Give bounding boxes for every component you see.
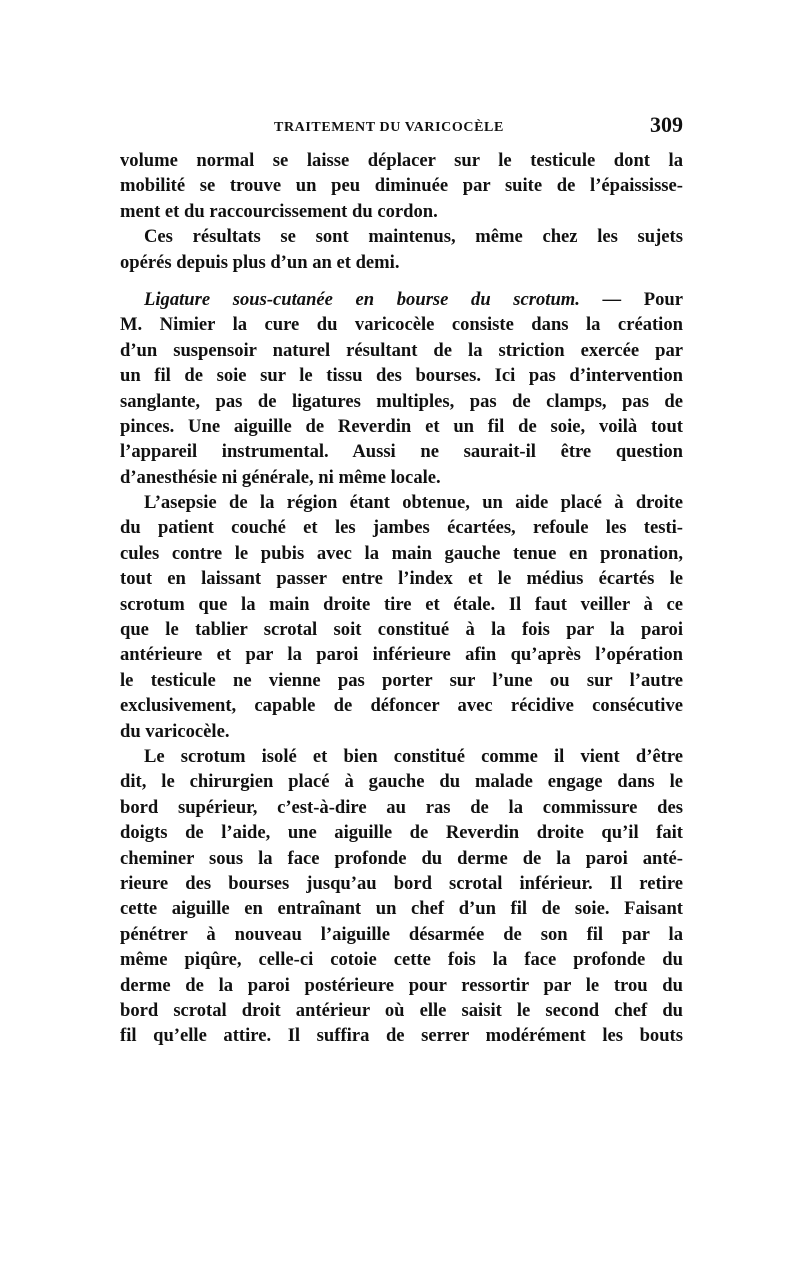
text-line: pénétrer à nouveau l’aiguille désarmée de son fil par la bbox=[120, 923, 683, 945]
text-line: d’un suspensoir naturel résultant de la striction exercée par bbox=[120, 339, 683, 361]
text-line: rieure des bourses jusqu’au bord scrotal inférieur. Il retire bbox=[120, 872, 683, 894]
text-line: fil qu’elle attire. Il suffira de serrer modérément les bouts bbox=[120, 1025, 683, 1047]
section-heading-tail: — Pour bbox=[579, 288, 684, 310]
text-line: L’asepsie de la région étant obtenue, un aide placé à droite bbox=[144, 492, 683, 514]
text-line: scrotum que la main droite tire et étale. Il faut veiller à ce bbox=[120, 593, 683, 615]
text-line: un fil de soie sur le tissu des bourses. Ici pas d’intervention bbox=[120, 365, 683, 387]
text-line: derme de la paroi postérieure pour ressortir par le trou du bbox=[120, 974, 683, 996]
running-header bbox=[120, 112, 683, 144]
page-number: 309 bbox=[650, 112, 683, 137]
text-line: tout en laissant passer entre l’index et le médius écartés le bbox=[120, 568, 683, 590]
text-line: du varicocèle. bbox=[120, 720, 230, 742]
text-line: d’anesthésie ni générale, ni même locale. bbox=[120, 466, 441, 488]
text-line: pinces. Une aiguille de Reverdin et un fil de soie, voilà tout bbox=[120, 415, 683, 437]
text-line: sanglante, pas de ligatures multiples, pas de clamps, pas de bbox=[120, 390, 683, 412]
text-line: opérés depuis plus d’un an et demi. bbox=[120, 251, 400, 273]
text-line: bord supérieur, c’est-à-dire au ras de la commissure des bbox=[120, 796, 683, 818]
text-line: antérieure et par la paroi inférieure afin qu’après l’opération bbox=[120, 644, 683, 666]
body-text bbox=[120, 148, 683, 1049]
section-heading-line bbox=[120, 287, 683, 312]
text-line: que le tablier scrotal soit constitué à la fois par la paroi bbox=[120, 619, 683, 641]
text-line: mobilité se trouve un peu diminuée par suite de l’épaississe- bbox=[120, 175, 683, 197]
paragraph-3 bbox=[120, 287, 683, 490]
paragraph-2 bbox=[120, 224, 683, 275]
text-line: ment et du raccourcissement du cordon. bbox=[120, 200, 438, 222]
text-line: le testicule ne vienne pas porter sur l’une ou sur l’autre bbox=[120, 669, 683, 691]
text-line: M. Nimier la cure du varicocèle consiste dans la création bbox=[120, 314, 683, 336]
text-line: l’appareil instrumental. Aussi ne saurait-il être question bbox=[120, 441, 683, 463]
text-line: du patient couché et les jambes écartées, refoule les testi- bbox=[120, 517, 683, 539]
text-line: Le scrotum isolé et bien constitué comme il vient d’être bbox=[144, 745, 683, 767]
text-line: cette aiguille en entraînant un chef d’un fil de soie. Faisant bbox=[120, 898, 683, 920]
text-line: cheminer sous la face profonde du derme de la paroi anté- bbox=[120, 847, 683, 869]
text-line: volume normal se laisse déplacer sur le testicule dont la bbox=[120, 150, 683, 171]
section-gap bbox=[120, 275, 683, 287]
running-title: TRAITEMENT DU VARICOCÈLE bbox=[274, 120, 504, 135]
text-line: exclusivement, capable de défoncer avec récidive consécutive bbox=[120, 695, 683, 717]
text-line: bord scrotal droit antérieur où elle saisit le second chef du bbox=[120, 999, 683, 1021]
paragraph-5 bbox=[120, 744, 683, 1049]
text-line: dit, le chirurgien placé à gauche du malade engage dans le bbox=[120, 771, 683, 793]
section-heading: Ligature sous-cutanée en bourse du scrotum. bbox=[144, 288, 580, 310]
paragraph-4 bbox=[120, 490, 683, 744]
text-line: doigts de l’aide, une aiguille de Reverdin droite qu’il fait bbox=[120, 822, 683, 844]
paragraph-1 bbox=[120, 148, 683, 224]
text-line: Ces résultats se sont maintenus, même chez les sujets bbox=[144, 226, 683, 248]
text-line: même piqûre, celle-ci cotoie cette fois la face profonde du bbox=[120, 949, 683, 971]
text-line: cules contre le pubis avec la main gauche tenue en pronation, bbox=[120, 542, 683, 564]
